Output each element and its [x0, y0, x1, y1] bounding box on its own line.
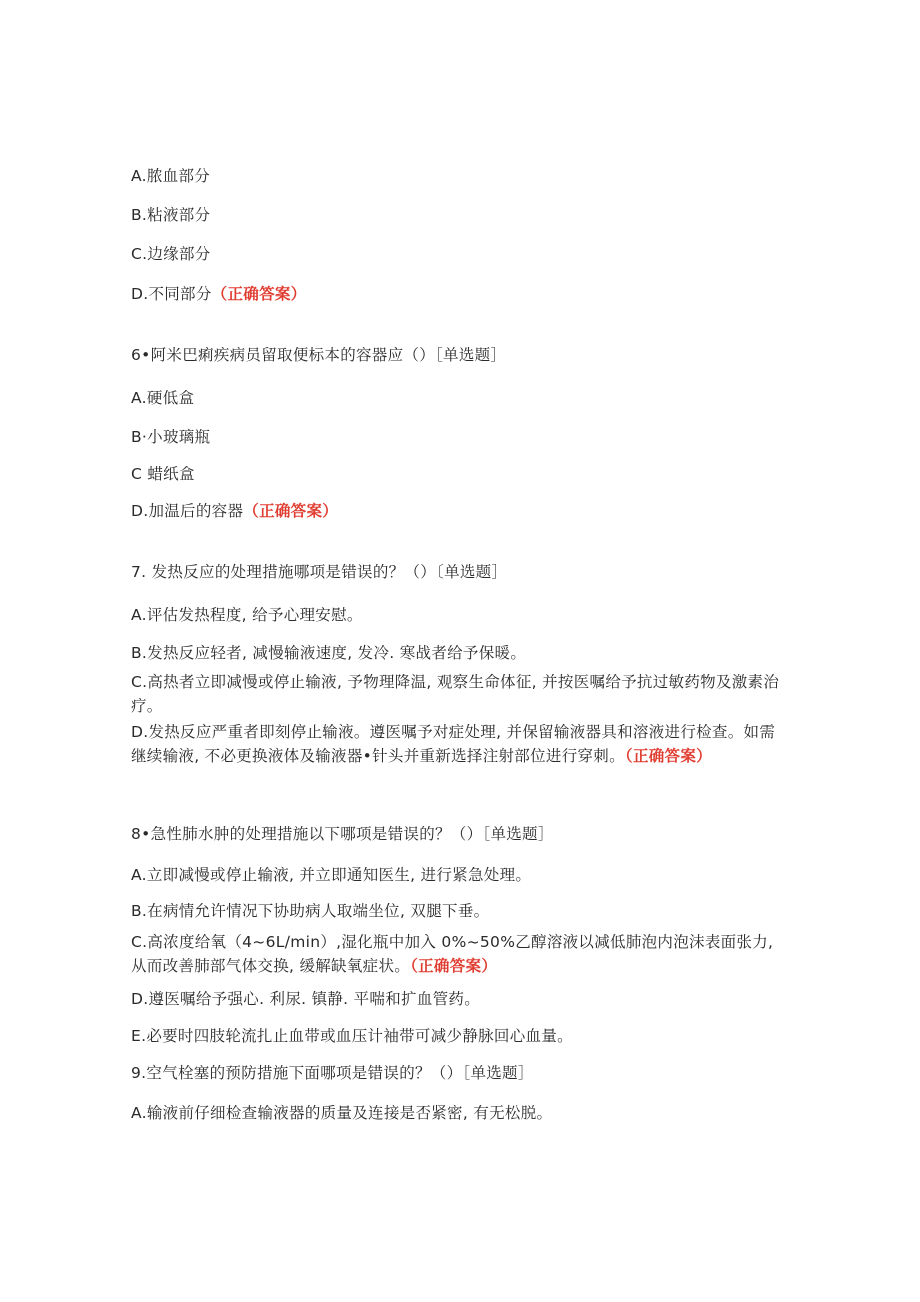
- correct-answer-marker: （正确答案）: [624, 747, 712, 765]
- q9-question: [131, 1061, 534, 1085]
- q6-question: [131, 343, 506, 367]
- option-text: C.边缘部分: [131, 245, 211, 263]
- q7-option-a: [131, 603, 363, 627]
- q8-option-b: [131, 899, 489, 923]
- option-text: D.不同部分: [131, 285, 212, 303]
- option-text: A.脓血部分: [131, 167, 211, 185]
- question-text: 7. 发热反应的处理措施哪项是错误的？（）〔单选题］: [131, 563, 508, 581]
- q5-option-a: [131, 164, 210, 188]
- option-text: C.高浓度给氧（4~6L∕min）,湿化瓶中加入 0%~50%乙醇溶液以减低肺泡内泡沫表面张力, 从而改善肺部气体交换, 缓解缺氧症状。: [131, 933, 774, 975]
- question-text: 9.空气栓塞的预防措施下面哪项是错误的？（）［单选题］: [131, 1064, 534, 1082]
- q7-option-d: [131, 720, 781, 768]
- q9-option-a: [131, 1101, 552, 1125]
- correct-answer-marker: （正确答案）: [410, 957, 498, 975]
- option-text: B.粘液部分: [131, 206, 211, 224]
- question-text: 8•急性肺水肿的处理措施以下哪项是错误的？（）［单选题］: [131, 825, 554, 843]
- option-text: D.遵医嘱给予强心. 利尿. 镇静. 平喘和扩血管药。: [131, 990, 481, 1008]
- q7-question: [131, 560, 507, 584]
- option-text: A.评估发热程度, 给予心理安慰。: [131, 606, 363, 624]
- q6-option-b: [131, 425, 210, 449]
- option-text: C 蜡纸盒: [131, 465, 195, 483]
- q7-option-b: [131, 641, 526, 665]
- option-text: B·小玻璃瓶: [131, 428, 211, 446]
- q8-option-d: [131, 987, 480, 1011]
- q8-option-e: [131, 1024, 573, 1048]
- q7-option-c: [131, 670, 781, 718]
- q8-option-c: [131, 930, 781, 978]
- q8-option-a: [131, 863, 531, 887]
- q6-option-a: [131, 386, 194, 410]
- q8-question: [131, 822, 554, 846]
- correct-answer-marker: （正确答案）: [211, 285, 307, 303]
- correct-answer-marker: （正确答案）: [243, 502, 339, 520]
- q5-option-b: [131, 203, 210, 227]
- question-text: 6•阿米巴痢疾病员留取便标本的容器应（）［单选题］: [131, 346, 507, 364]
- option-text: E.必要时四肢轮流扎止血带或血压计袖带可减少静脉回心血量。: [131, 1027, 573, 1045]
- q5-option-d: [131, 282, 306, 306]
- option-text: A.硬低盒: [131, 389, 195, 407]
- q6-option-c: [131, 462, 195, 486]
- option-text: D.加温后的容器: [131, 502, 244, 520]
- option-text: D.发热反应严重者即刻停止输液。遵医嘱予对症处理, 并保留输液器具和溶液进行检查。如需继续输液, 不必更换液体及输液器•针头并重新选择注射部位进行穿刺。: [131, 723, 776, 765]
- option-text: A.立即减慢或停止输液, 并立即通知医生, 进行紧急处理。: [131, 866, 532, 884]
- option-text: A.输液前仔细检查输液器的质量及连接是否紧密, 有无松脱。: [131, 1104, 553, 1122]
- q5-option-c: [131, 242, 211, 266]
- option-text: C.高热者立即减慢或停止输液, 予物理降温, 观察生命体征, 并按医嘱给予抗过敏药物及激素治疗。: [131, 673, 780, 715]
- option-text: B.在病情允许情况下协助病人取端坐位, 双腿下垂。: [131, 902, 490, 920]
- option-text: B.发热反应轻者, 减慢输液速度, 发冷. 寒战者给予保暖。: [131, 644, 527, 662]
- q6-option-d: [131, 499, 338, 523]
